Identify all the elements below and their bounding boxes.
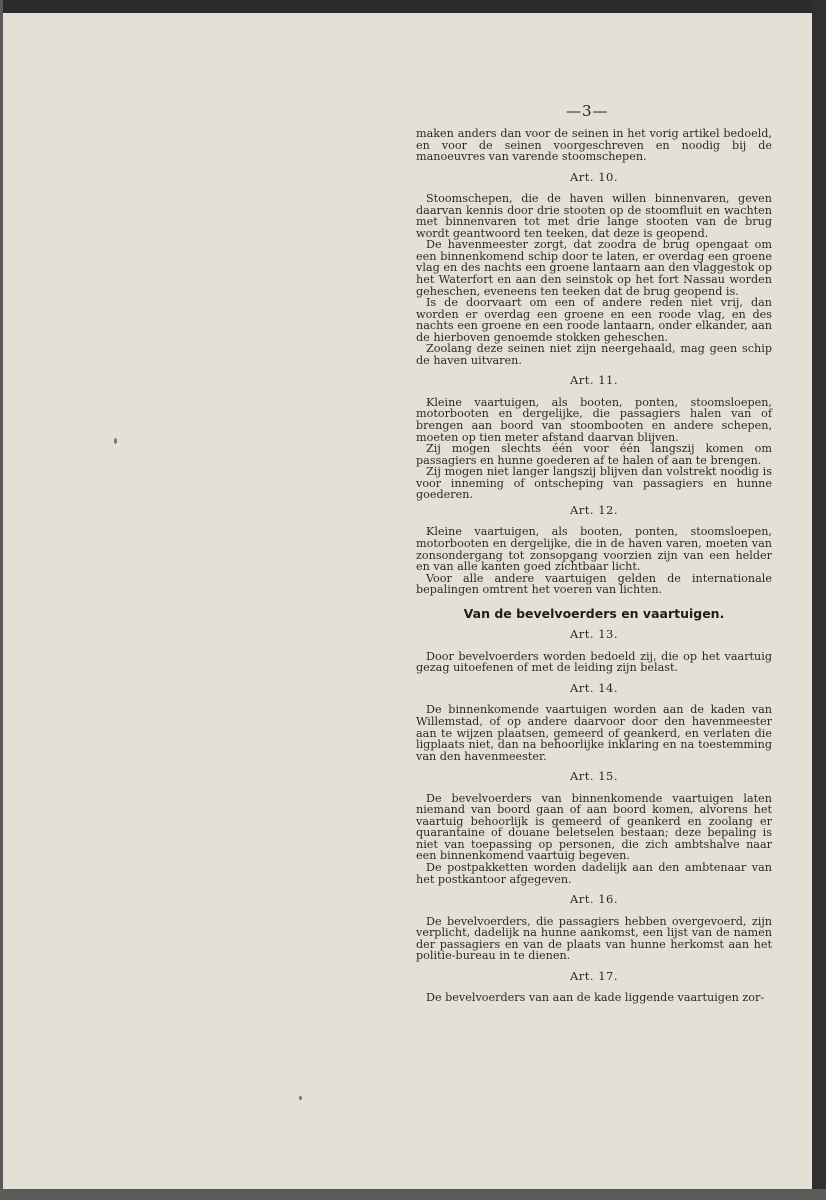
article-13-title: Art. 13. [569,627,619,642]
section-heading: Van de bevelvoerders en vaartuigen. [463,605,725,621]
article-11-paragraph: Zij mogen slechts één voor één langszij komen om passagiers en hunne goederen af te halen of aan te brengen. [416,442,772,467]
scan-border-right [812,0,826,1200]
intro-paragraph: maken anders dan voor de seinen in het vorig artikel bedoeld, en voor de seinen voorgeschreven en noodig bij de manoeuvres van varende stoomschepen. [416,127,772,164]
article-14-title: Art. 14. [569,680,619,695]
article-11-title: Art. 11. [569,373,619,388]
article-16-title: Art. 16. [569,892,619,907]
scan-border-top [0,0,826,13]
article-15-paragraph: De bevelvoerders van binnenkomende vaartuigen laten niemand van boord gaan of aan boord komen, alvorens het vaartuig behoorlijk is gemeerd of geankerd en zoolang er quarantaine of douane beletselen bestaan; deze bepaling is niet van toepassing op personen, die zich ambtshalve naar een binnenkomend vaartuig begeven. [416,791,772,863]
article-10-paragraph: Stoomschepen, die de haven willen binnenvaren, geven daarvan kennis door drie stooten op de stoomfluit en wachten met binnenvaren tot met drie lange stooten van de brug wordt geantwoord ten teeken, dat deze is geopend. [416,192,772,240]
page-number: —3— [566,102,609,120]
article-10-title: Art. 10. [569,169,619,184]
article-11-paragraph: Zij mogen niet langer langszij blijven dan volstrekt noodig is voor inneming of ontscheping van passagiers en hunne goederen. [416,465,772,502]
paper-speck [114,438,117,444]
scan-border-bottom [0,1189,826,1200]
article-15-title: Art. 15. [569,769,619,784]
article-15-paragraph: De postpakketten worden dadelijk aan den ambtenaar van het postkantoor afgegeven. [416,860,772,886]
article-10-paragraph: Is de doorvaart om een of andere reden niet vrij, dan worden er overdag een groene en een roode vlag, en des nachts een groene en een roode lantaarn, onder elkander, aan de hierboven genoemde stokken geheschen. [416,296,772,344]
article-17-title: Art. 17. [569,968,619,983]
document-body [416,128,772,1004]
article-12-paragraph: Kleine vaartuigen, als booten, ponten, stoomsloepen, motorbooten en dergelijke, die in de haven varen, moeten van zonsondergang tot zonsopgang voorzien zijn van een helder en van alle kanten goed zichtbaar licht. [416,525,772,574]
article-11-paragraph: Kleine vaartuigen, als booten, ponten, stoomsloepen, motorbooten en dergelijke, die passagiers halen van of brengen aan boord van stoombooten en andere schepen, moeten op tien meter afstand daarvan blijven. [416,395,772,444]
paper-speck [299,1096,302,1100]
article-10-paragraph: De havenmeester zorgt, dat zoodra de brug opengaat om een binnenkomend schip door te laten, er overdag een groene vlag en des nachts een groene lantaarn aan den vlaggestok op het Waterfort en aan den seinstok op het fort Nassau worden geheschen, eveneens ten teeken dat de brug geopend is. [416,238,772,298]
article-10-paragraph: Zoolang deze seinen niet zijn neergehaald, mag geen schip de haven uitvaren. [416,342,772,367]
article-16-paragraph: De bevelvoerders, die passagiers hebben overgevoerd, zijn verplicht, dadelijk na hunne aankomst, een lijst van de namen der passagiers en van de plaats van hunne herkomst aan het politie-bureau in te dienen. [416,914,772,963]
article-12-title: Art. 12. [569,502,619,517]
article-12-paragraph: Voor alle andere vaartuigen gelden de internationale bepalingen omtrent het voeren van lichten. [416,571,772,597]
article-17-paragraph: De bevelvoerders van aan de kade liggende vaartuigen zor- [426,991,765,1005]
article-13-paragraph: Door bevelvoerders worden bedoeld zij, die op het vaartuig gezag uitoefenen of met de leiding zijn belast. [416,649,772,675]
article-14-paragraph: De binnenkomende vaartuigen worden aan de kaden van Willemstad, of op andere daarvoor door den havenmeester aan te wijzen plaatsen, gemeerd of geankerd, en verlaten die ligplaats niet, dan na behoorlijke inklaring en na toestemming van den havenmeester. [416,703,772,763]
